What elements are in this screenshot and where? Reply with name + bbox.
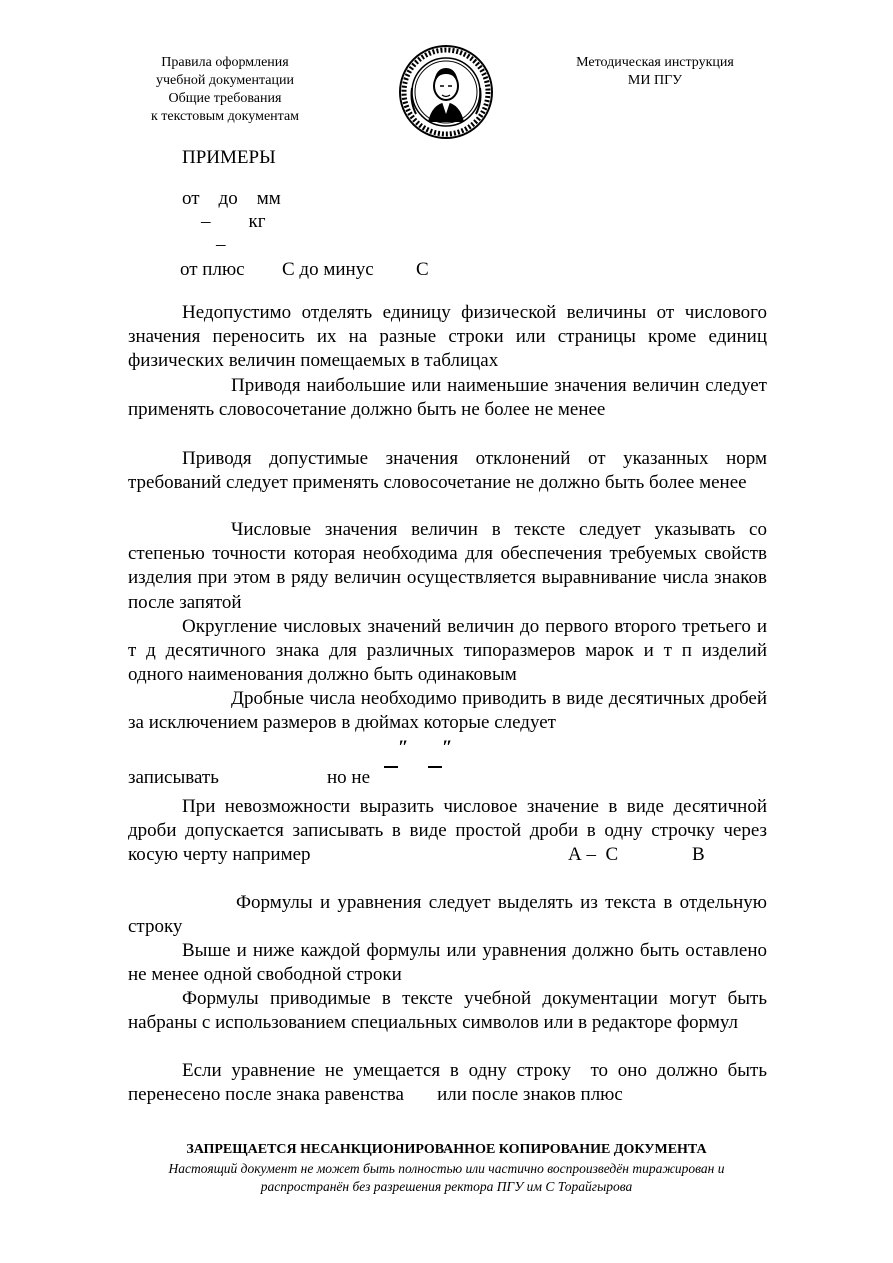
paragraph: Формулы и уравнения следует выделять из текста в отдельную строку	[128, 892, 767, 938]
paragraph: Если уравнение не умещается в одну строку то оно должно быть перенесено после знака равенства или после знаков плюс	[128, 1060, 772, 1106]
header-right-line: МИ ПГУ	[627, 73, 683, 88]
paragraph: Приводя допустимые значения отклонений от указанных норм требований следует применять словосочетание не должно быть более менее	[128, 448, 767, 494]
paragraph-line: записывать	[128, 767, 219, 788]
formula: В	[692, 844, 705, 865]
paragraph: При невозможности выразить числовое значение в виде десятичной дроби допускается записывать в виде простой дроби в одну строчку через косую черту например	[128, 796, 767, 866]
example-line: С	[416, 259, 429, 280]
footer-title: ЗАПРЕЩАЕТСЯ НЕСАНКЦИОНИРОВАННОЕ КОПИРОВАНИЕ ДОКУМЕНТА	[186, 1142, 707, 1157]
example-line: – кг	[201, 211, 266, 232]
paragraph: Приводя наибольшие или наименьшие значения величин следует применять словосочетание должно быть не более не менее	[128, 375, 767, 421]
paragraph: Округление числовых значений величин до первого второго третьего и т д десятичного знака для различных типоразмеров марок и т п изделий одного наименования должно быть одинаковым	[128, 616, 767, 686]
header-left-line: Общие требования	[168, 91, 282, 106]
examples-title: ПРИМЕРЫ	[182, 147, 276, 168]
header-left-line: учебной документации	[156, 73, 294, 88]
paragraph: Формулы приводимые в тексте учебной документации могут быть набраны с использованием специальных символов или в редакторе формул	[128, 988, 767, 1034]
example-line: от до мм	[182, 188, 281, 209]
inch-mark: ″	[442, 737, 453, 758]
header-left-line: Правила оформления	[161, 55, 289, 70]
fraction-bar	[428, 766, 442, 768]
header-left-block	[130, 54, 320, 126]
example-line: от плюс	[180, 259, 245, 280]
example-line: С до минус	[282, 259, 374, 280]
paragraph: Недопустимо отделять единицу физической величины от числового значения переносить их на разные строки или страницы кроме единиц физических величин помещаемых в таблицах	[128, 302, 767, 372]
formula: А – С	[568, 844, 619, 865]
paragraph: Выше и ниже каждой формулы или уравнения должно быть оставлено не менее одной свободной строки	[128, 940, 767, 986]
header-right-block	[560, 54, 750, 90]
fraction-bar	[384, 766, 398, 768]
footer-line: распространён без разрешения ректора ПГУ им С Торайгырова	[260, 1179, 633, 1194]
footer-line: Настоящий документ не может быть полностью или частично воспроизведён тиражирован и	[168, 1161, 725, 1176]
header-right-line: Методическая инструкция	[576, 55, 734, 70]
inch-mark: ″	[398, 737, 409, 758]
footer-text	[110, 1160, 783, 1196]
paragraph-line: но не	[327, 767, 371, 788]
university-seal-icon	[398, 44, 494, 140]
header-left-line: к текстовым документам	[150, 109, 300, 124]
paragraph: Дробные числа необходимо приводить в виде десятичных дробей за исключением размеров в дюймах которые следует	[128, 688, 767, 734]
paragraph: Числовые значения величин в тексте следует указывать со степенью точности которая необходима для обеспечения требуемых свойств изделия при этом в ряду величин осуществляется выравнивание числа знаков после запятой	[128, 519, 767, 613]
example-line: –	[216, 234, 226, 255]
